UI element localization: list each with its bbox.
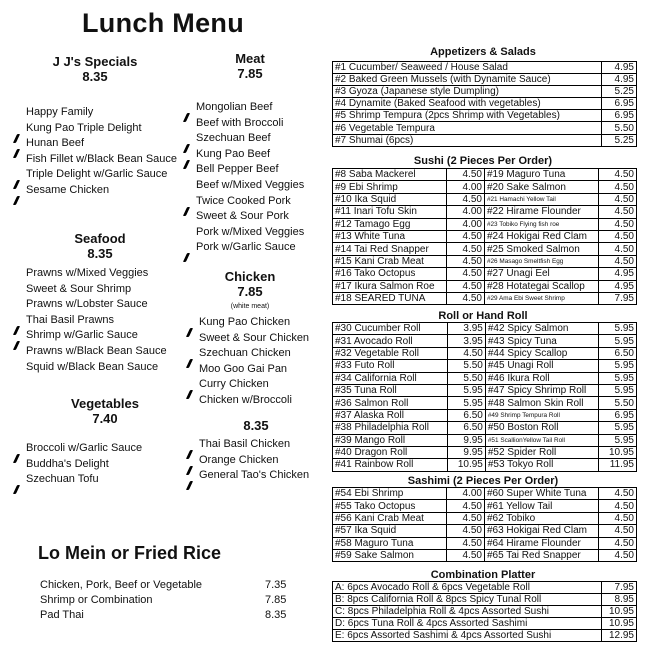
item-price: 4.50 [446,169,484,181]
item-name: #3 Gyoza (Japanese style Dumpling) [333,86,602,98]
sushi-row [333,268,637,280]
item-price: 5.95 [447,384,485,396]
meat-heading [210,51,290,81]
combo-row [333,594,637,606]
sashimi-row [333,512,637,524]
item-price: 5.95 [598,372,636,384]
chicken-title: Chicken [224,269,276,284]
item-name: #61 Yellow Tail [484,500,598,512]
lomein-item-price: 7.35 [265,579,287,591]
item-price: 4.95 [602,62,637,74]
item-price: 4.50 [598,488,636,500]
menu-item-name: Szechuan Tofu [26,473,99,486]
item-price: 4.50 [598,169,636,181]
item-price: 4.95 [602,74,637,86]
seafood-heading [60,231,140,261]
menu-item-name: Sweet & Sour Shrimp [26,282,132,295]
item-price: 6.50 [447,422,485,434]
item-price: 4.50 [446,230,484,242]
sushi-row [333,206,637,218]
item-name: #6 Vegetable Tempura [333,122,602,134]
item-price: 6.50 [447,409,485,421]
rolls-row [333,397,637,409]
menu-item [196,240,304,256]
item-price: 4.50 [598,537,636,549]
item-name: #39 Mango Roll [333,434,448,446]
menu-item [196,131,304,147]
menu-item-name: Beef w/Mixed Veggies [196,178,305,191]
specials-heading [40,54,150,84]
combo-table [332,581,637,642]
rolls-row [333,446,637,458]
menu-item-name: Moo Goo Gai Pan [199,362,288,375]
item-price: 4.50 [598,230,636,242]
lomein-item-name: Shrimp or Combination [40,594,153,606]
item-name: #53 Tokyo Roll [485,459,598,471]
appetizers-row [333,62,637,74]
sushi-heading: Sushi (2 Pieces Per Order) [413,155,553,167]
seafood-list [26,266,167,375]
item-name: #8 Saba Mackerel [333,169,447,181]
menu-item [196,100,304,116]
vegetables-heading [60,396,150,426]
item-name: #35 Tuna Roll [333,384,448,396]
menu-item [26,328,167,344]
menu-item [199,315,309,331]
item-price: 4.50 [598,500,636,512]
item-price: 4.50 [598,243,636,255]
item-price: 4.50 [446,537,484,549]
lomein-heading: Lo Mein or Fried Rice [38,543,222,563]
specials-list [26,105,177,199]
menu-item [199,393,309,409]
item-name: #40 Dragon Roll [333,446,448,458]
item-name: #56 Kani Crab Meat [333,512,447,524]
menu-item-name: Triple Delight w/Garlic Sauce [26,168,168,181]
item-price: 10.95 [598,446,636,458]
menu-item-name: Shrimp w/Garlic Sauce [26,329,138,342]
rolls-row [333,459,637,471]
seafood-price: 8.35 [87,246,113,261]
menu-item [26,441,142,457]
menu-item [26,344,167,360]
rolls-row [333,347,637,359]
item-price: 4.50 [598,193,636,205]
item-name: #32 Vegetable Roll [333,347,448,359]
item-price: 12.95 [602,630,637,642]
rolls-table [332,322,637,472]
combo-row [333,618,637,630]
chicken-price: 7.85 [237,284,263,299]
item-price: 4.50 [598,255,636,267]
appetizers-row [333,110,637,122]
menu-item-name: Mongolian Beef [196,101,273,113]
menu-item-name: Pork w/Mixed Veggies [196,225,305,238]
item-price: 4.50 [446,280,484,292]
item-price: 6.95 [598,409,636,421]
combo-heading: Combination Platter [430,569,536,581]
item-price: 4.50 [598,206,636,218]
item-price: 4.50 [446,292,484,304]
combo-row [333,606,637,618]
lomein-item-name: Chicken, Pork, Beef or Vegetable [40,579,203,591]
item-name: #60 Super White Tuna [484,488,598,500]
specials-price: 8.35 [82,69,108,84]
sushi-table [332,168,637,305]
rolls-row [333,335,637,347]
appetizers-row [333,134,637,146]
combo-row [333,630,637,642]
item-price: 5.50 [602,122,637,134]
rolls-heading: Roll or Hand Roll [438,310,528,322]
sushi-row [333,243,637,255]
item-name: #12 Tamago Egg [333,218,447,230]
menu-item [196,209,304,225]
item-name: #49 Shrimp Tempura Roll [485,409,598,421]
item-price: 8.95 [602,594,637,606]
item-name: #20 Sake Salmon [484,181,598,193]
item-price: 3.95 [447,323,485,335]
item-price: 5.95 [447,397,485,409]
sashimi-row [333,488,637,500]
item-price: 4.00 [446,206,484,218]
lomein-item-name: Pad Thai [40,609,84,621]
item-price: 4.50 [446,193,484,205]
menu-item-name: Hunan Beef [26,137,85,150]
item-price: 4.50 [598,525,636,537]
item-price: 4.50 [446,268,484,280]
item-name: E: 6pcs Assorted Sashimi & 4pcs Assorted Sushi [333,630,602,642]
item-name: #4 Dynamite (Baked Seafood with vegetables) [333,98,602,110]
item-price: 6.50 [598,347,636,359]
lomein-item-price: 8.35 [265,609,287,621]
sushi-row [333,292,637,304]
appetizers-heading: Appetizers & Salads [430,46,536,58]
item-name: #38 Philadelphia Roll [333,422,448,434]
item-name: #57 Ika Squid [333,525,447,537]
item-name: #29 Ama Ebi Sweet Shrimp [484,292,598,304]
item-name: #45 Unagi Roll [485,360,598,372]
menu-item-name: Squid w/Black Bean Sauce [26,360,159,373]
item-price: 5.95 [598,323,636,335]
item-price: 4.95 [598,268,636,280]
menu-item-name: Twice Cooked Pork [196,194,291,207]
item-price: 10.95 [602,606,637,618]
menu-item-name: Kung Pao Triple Delight [26,121,142,134]
item-name: #64 Hirame Flounder [484,537,598,549]
sashimi-row [333,549,637,561]
item-price: 4.50 [447,347,485,359]
sashimi-row [333,537,637,549]
rolls-row [333,384,637,396]
chicken-heading [210,269,290,314]
rolls-row [333,360,637,372]
item-name: #48 Salmon Skin Roll [485,397,598,409]
item-price: 5.95 [598,434,636,446]
menu-item-name: Thai Basil Prawns [26,313,115,326]
menu-item-name: Sweet & Sour Chicken [199,331,310,344]
rolls-row [333,434,637,446]
item-name: #17 Ikura Salmon Roe [333,280,447,292]
item-price: 7.95 [598,292,636,304]
appetizers-row [333,86,637,98]
item-price: 4.50 [598,512,636,524]
item-price: 4.95 [598,280,636,292]
menu-item [199,331,309,347]
menu-item-name: Beef with Broccoli [196,116,284,129]
item-name: #9 Ebi Shrimp [333,181,447,193]
item-price: 4.50 [446,525,484,537]
menu-item [196,116,304,132]
menu-item [26,360,167,376]
item-price: 4.50 [598,181,636,193]
item-name: A: 6pcs Avocado Roll & 6pcs Vegetable Roll [333,582,602,594]
menu-item-name: Broccoli w/Garlic Sauce [26,442,143,454]
menu-item-name: Sesame Chicken [26,183,110,196]
sashimi-table [332,487,637,562]
item-name: #21 Hamachi Yellow Tail [484,193,598,205]
menu-item [199,453,309,469]
item-price: 9.95 [447,434,485,446]
item-name: #55 Tako Octopus [333,500,447,512]
chicken-note: (white meat) [230,303,270,310]
item-name: #62 Tobiko [484,512,598,524]
item-name: #5 Shrimp Tempura (2pcs Shrimp with Vegetables) [333,110,602,122]
menu-item-name: Szechuan Chicken [199,347,291,360]
sushi-row [333,181,637,193]
sashimi-heading: Sashimi (2 Pieces Per Order) [407,475,559,487]
item-price: 5.95 [598,360,636,372]
appetizers-row [333,98,637,110]
item-name: #33 Futo Roll [333,360,448,372]
menu-item [26,472,142,488]
menu-item-name: Prawns w/Mixed Veggies [26,267,149,279]
meat-price: 7.85 [237,66,263,81]
menu-item-name: Prawns w/Black Bean Sauce [26,344,167,357]
lomein-list [40,578,300,623]
item-price: 6.95 [602,110,637,122]
appetizers-row [333,74,637,86]
item-name: #16 Tako Octopus [333,268,447,280]
item-name: #36 Salmon Roll [333,397,448,409]
sashimi-row [333,500,637,512]
menu-item-name: General Tao's Chicken [199,469,310,482]
menu-item-name: Prawns w/Lobster Sauce [26,298,148,311]
item-name: #23 Tobiko Flying fish roe [484,218,598,230]
item-name: #65 Tai Red Snapper [484,549,598,561]
item-price: 11.95 [598,459,636,471]
vegetables-price: 7.40 [92,411,118,426]
item-name: #24 Hokigai Red Clam [484,230,598,242]
item-name: #44 Spicy Scallop [485,347,598,359]
combo-row [333,582,637,594]
menu-item [26,266,167,282]
item-price: 5.25 [602,86,637,98]
menu-item [199,437,309,453]
menu-item [26,152,177,168]
item-name: #51 ScallionYellow Tail Roll [485,434,598,446]
item-price: 4.00 [446,181,484,193]
item-name: #15 Kani Crab Meat [333,255,447,267]
chicken-price-2: 8.35 [243,418,269,433]
menu-item-name: Fish Fillet w/Black Bean Sauce [26,152,178,165]
rolls-row [333,422,637,434]
vegetables-title: Vegetables [71,396,139,411]
meat-list [196,100,304,256]
item-name: #22 Hirame Flounder [484,206,598,218]
item-name: #10 Ika Squid [333,193,447,205]
item-name: #26 Masago Smeltfish Egg [484,255,598,267]
item-price: 4.50 [446,549,484,561]
item-name: #30 Cucumber Roll [333,323,448,335]
menu-item [196,194,304,210]
menu-item-name: Szechuan Beef [196,132,271,145]
seafood-title: Seafood [74,231,126,246]
item-price: 4.50 [446,243,484,255]
item-price: 3.95 [447,335,485,347]
meat-title: Meat [235,51,265,66]
menu-item-name: Thai Basil Chicken [199,438,291,450]
item-name: #50 Boston Roll [485,422,598,434]
menu-item-name: Pork w/Garlic Sauce [196,241,296,254]
item-price: 4.50 [598,549,636,561]
item-name: #42 Spicy Salmon [485,323,598,335]
lomein-item [40,593,300,608]
lomein-item [40,578,300,593]
sushi-row [333,230,637,242]
menu-item-name: Buddha's Delight [26,457,109,470]
sushi-row [333,218,637,230]
menu-title: Lunch Menu [82,8,244,38]
item-name: #2 Baked Green Mussels (with Dynamite Sauce) [333,74,602,86]
item-name: #54 Ebi Shrimp [333,488,447,500]
item-price: 4.00 [446,218,484,230]
item-name: #27 Unagi Eel [484,268,598,280]
item-name: #11 Inari Tofu Skin [333,206,447,218]
appetizers-row [333,122,637,134]
chicken-list-2 [199,437,309,484]
item-price: 4.50 [446,512,484,524]
item-name: #28 Hotategai Scallop [484,280,598,292]
item-price: 4.00 [446,488,484,500]
menu-item [26,105,177,121]
item-name: D: 6pcs Tuna Roll & 4pcs Assorted Sashimi [333,618,602,630]
menu-item [199,377,309,393]
item-price: 9.95 [447,446,485,458]
menu-item [26,121,177,137]
menu-item [199,468,309,484]
item-name: #47 Spicy Shrimp Roll [485,384,598,396]
item-name: #59 Sake Salmon [333,549,447,561]
menu-item [199,362,309,378]
sushi-row [333,169,637,181]
menu-item [196,178,304,194]
menu-item [26,183,177,199]
sushi-row [333,255,637,267]
vegetables-list [26,441,142,488]
item-name: #19 Maguro Tuna [484,169,598,181]
menu-item-name: Curry Chicken [199,378,269,391]
item-price: 5.95 [598,422,636,434]
item-price: 6.95 [602,98,637,110]
item-price: 5.95 [598,384,636,396]
menu-item-name: Kung Pao Beef [196,147,271,160]
menu-item-name: Chicken w/Broccoli [199,393,292,406]
menu-item-name: Orange Chicken [199,453,279,466]
appetizers-table [332,61,637,147]
specials-title: J J's Specials [52,54,138,69]
menu-item [196,225,304,241]
item-name: #1 Cucumber/ Seaweed / House Salad [333,62,602,74]
menu-item-name: Sweet & Sour Pork [196,210,289,223]
item-price: 5.50 [447,360,485,372]
item-name: #37 Alaska Roll [333,409,448,421]
item-price: 5.50 [447,372,485,384]
item-name: #41 Rainbow Roll [333,459,448,471]
sushi-row [333,193,637,205]
item-price: 4.50 [446,500,484,512]
lomein-item-price: 7.85 [265,594,287,606]
item-name: #58 Maguro Tuna [333,537,447,549]
item-price: 4.50 [446,255,484,267]
item-name: #43 Spicy Tuna [485,335,598,347]
menu-item [199,346,309,362]
menu-item-name: Happy Family [26,106,94,118]
item-price: 7.95 [602,582,637,594]
item-price: 5.50 [598,397,636,409]
menu-item [26,282,167,298]
item-name: C: 8pcs Philadelphia Roll & 4pcs Assorted Sushi [333,606,602,618]
item-name: B: 8pcs California Roll & 8pcs Spicy Tunal Roll [333,594,602,606]
menu-item [26,297,167,313]
item-name: #46 Ikura Roll [485,372,598,384]
item-price: 10.95 [447,459,485,471]
sashimi-row [333,525,637,537]
item-name: #63 Hokigai Red Clam [484,525,598,537]
rolls-row [333,372,637,384]
chicken-list [199,315,309,409]
item-name: #7 Shumai (6pcs) [333,134,602,146]
item-price: 4.50 [598,218,636,230]
rolls-row [333,409,637,421]
item-price: 10.95 [602,618,637,630]
item-name: #14 Tai Red Snapper [333,243,447,255]
item-name: #34 California Roll [333,372,448,384]
item-price: 5.25 [602,134,637,146]
item-name: #13 White Tuna [333,230,447,242]
item-name: #25 Smoked Salmon [484,243,598,255]
menu-item [26,136,177,152]
menu-item [196,147,304,163]
item-name: #52 Spider Roll [485,446,598,458]
menu-item [196,162,304,178]
item-name: #31 Avocado Roll [333,335,448,347]
lomein-item [40,608,300,623]
item-price: 5.95 [598,335,636,347]
rolls-row [333,323,637,335]
menu-item-name: Bell Pepper Beef [196,163,279,176]
sushi-row [333,280,637,292]
item-name: #18 SEARED TUNA [333,292,447,304]
menu-item [26,313,167,329]
menu-item-name: Kung Pao Chicken [199,316,291,328]
menu-item [26,167,177,183]
menu-item [26,457,142,473]
